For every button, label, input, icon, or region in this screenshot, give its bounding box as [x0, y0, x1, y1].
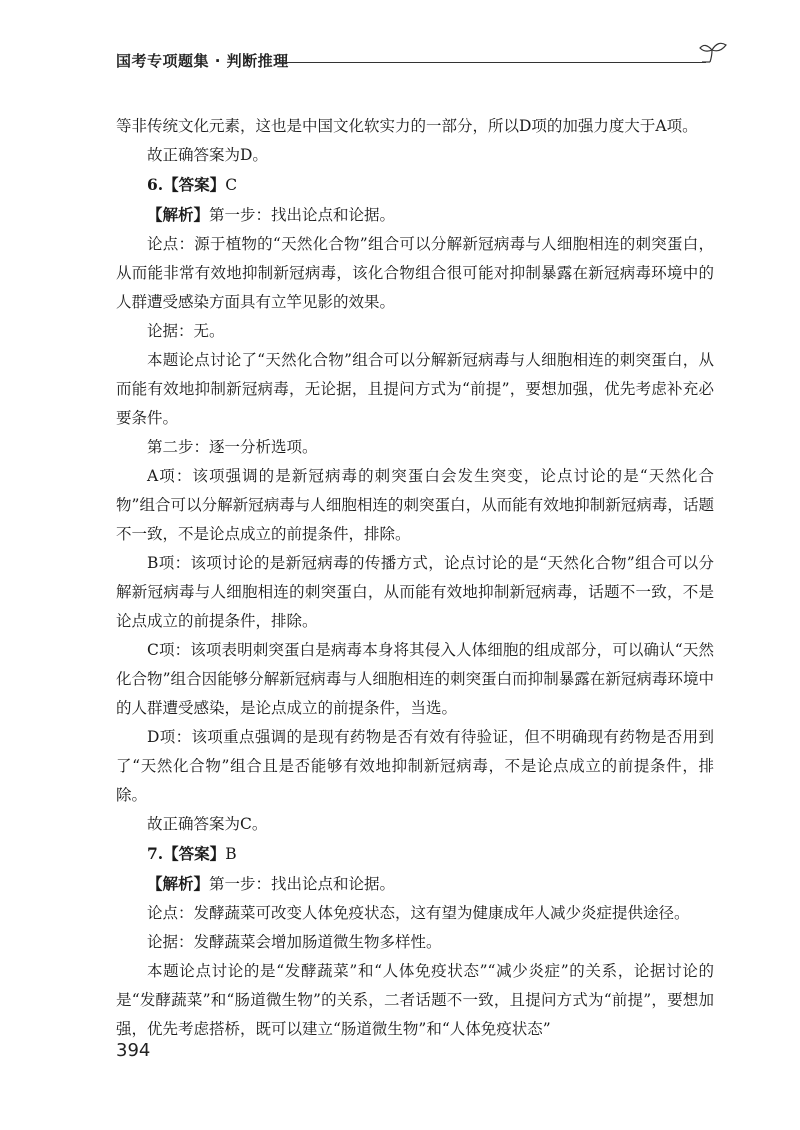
q6-analysis-label: 【解析】: [147, 205, 210, 224]
q6-step1: 第一步：找出论点和论据。: [209, 206, 396, 224]
q6-argument: 论点：源于植物的“天然化合物”组合可以分解新冠病毒与人细胞相连的刺突蛋白，从而能非常有效地抑制新冠病毒，该化合物组合很可能对抑制暴露在新冠病毒环境中的人群遭受感染方面具有立竿见影的效果。: [116, 235, 714, 311]
q6-conclusion: 故正确答案为C。: [147, 815, 268, 833]
q7-discussion: 本题论点讨论的是“发酵蔬菜”和“人体免疫状态”“减少炎症”的关系，论据讨论的是“发酵蔬菜”和“肠道微生物”的关系，二者话题不一致，且提问方式为“前提”，要想加强，优先考虑搭桥，既可以建立“肠道微生物”和“人体免疫状态”: [116, 962, 714, 1038]
paragraph-continued: 等非传统文化元素，这也是中国文化软实力的一部分，所以D项的加强力度大于A项。: [116, 117, 698, 135]
q6-answer-value: C: [225, 176, 238, 194]
header-title: 国考专项题集 · 判断推理: [116, 52, 289, 70]
q6-option-c: C项：该项表明刺突蛋白是病毒本身将其侵入人体细胞的组成部分，可以确认“天然化合物”组合因能够分解新冠病毒与人细胞相连的刺突蛋白而抑制暴露在新冠病毒环境中的人群遭受感染，是论点成立的前提条件，当选。: [116, 641, 714, 717]
q6-evidence: 论据：无。: [147, 322, 225, 340]
sprout-icon: [696, 36, 732, 72]
q6-option-d: D项：该项重点强调的是现有药物是否有效有待验证，但不明确现有药物是否用到了“天然化合物”组合且是否能够有效地抑制新冠病毒，不是论点成立的前提条件，排除。: [116, 728, 714, 804]
q6-answer: [116, 170, 714, 200]
page-header: [116, 50, 716, 74]
q7-answer-value: B: [225, 845, 237, 863]
q7-step1: 第一步：找出论点和论据。: [209, 875, 396, 893]
page-number: 394: [116, 1040, 151, 1061]
page-content: [116, 112, 714, 1044]
q7-answer-label: 7.【答案】: [147, 844, 226, 863]
q6-analysis: [116, 200, 714, 230]
header-rule: [276, 62, 706, 63]
q6-answer-label: 6.【答案】: [147, 175, 226, 194]
q6-option-b: B项：该项讨论的是新冠病毒的传播方式，论点讨论的是“天然化合物”组合可以分解新冠病毒与人细胞相连的刺突蛋白，从而能有效地抑制新冠病毒，话题不一致，不是论点成立的前提条件，排除。: [116, 554, 714, 630]
answer-conclusion-5: 故正确答案为D。: [147, 146, 268, 164]
q6-discussion: 本题论点讨论了“天然化合物”组合可以分解新冠病毒与人细胞相连的刺突蛋白，从而能有效地抑制新冠病毒，无论据，且提问方式为“前提”，要想加强，优先考虑补充必要条件。: [116, 351, 714, 427]
q7-analysis: [116, 869, 714, 899]
q7-answer: [116, 839, 714, 869]
q7-argument: 论点：发酵蔬菜可改变人体免疫状态，这有望为健康成年人减少炎症提供途径。: [147, 904, 690, 922]
q6-option-a: A项：该项强调的是新冠病毒的刺突蛋白会发生突变，论点讨论的是“天然化合物”组合可以分解新冠病毒与人细胞相连的刺突蛋白，从而能有效地抑制新冠病毒，话题不一致，不是论点成立的前提条件，排除。: [116, 467, 714, 543]
q7-analysis-label: 【解析】: [147, 874, 210, 893]
q7-evidence: 论据：发酵蔬菜会增加肠道微生物多样性。: [147, 933, 442, 951]
q6-step2: 第二步：逐一分析选项。: [147, 438, 318, 456]
